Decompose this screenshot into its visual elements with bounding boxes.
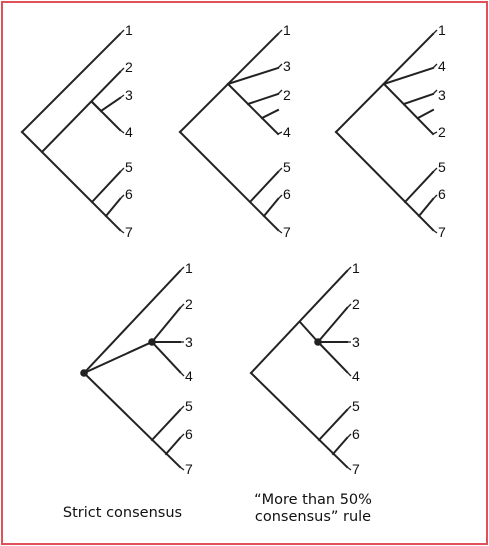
tree-1-leaf-label: 6: [125, 186, 133, 202]
tree-1: [22, 22, 133, 240]
majority-consensus-caption: [218, 492, 408, 526]
tree-3-branch: [405, 172, 433, 202]
majority-consensus-branch: [318, 308, 347, 342]
tree-1-leaf-tick: [120, 68, 124, 72]
tree-2: [180, 22, 291, 240]
tree-1-leaf-label: 2: [125, 59, 133, 75]
majority-consensus-branch: [333, 438, 347, 454]
strict-consensus-tree: [80, 260, 193, 477]
majority-consensus-polytomy-node: [314, 338, 322, 346]
tree-3-leaf-tick: [433, 230, 437, 233]
tree-2-leaf-label: 4: [283, 124, 291, 140]
strict-consensus-branch: [166, 438, 180, 454]
tree-3-leaf-label: 3: [438, 87, 446, 103]
majority-consensus-leaf-label: 5: [352, 398, 360, 414]
tree-3-leaf-label: 5: [438, 159, 446, 175]
majority-consensus-leaf-label: 7: [352, 461, 360, 477]
majority-consensus-leaf-label: 6: [352, 426, 360, 442]
strict-consensus-leaf-tick: [180, 406, 184, 410]
tree-2-leaf-label: 1: [283, 22, 291, 38]
tree-1-leaf-tick: [120, 30, 124, 34]
tree-2-branch: [250, 172, 278, 202]
strict-consensus-leaf-label: 4: [185, 368, 193, 384]
majority-consensus-leaf-tick: [347, 267, 351, 271]
tree-1-branch: [92, 172, 120, 202]
strict-consensus-leaf-label: 6: [185, 426, 193, 442]
majority-consensus-leaf-label: 3: [352, 334, 360, 350]
strict-consensus-branch: [152, 410, 180, 440]
tree-3-leaf-label: 4: [438, 58, 446, 74]
tree-2-leaf-tick: [278, 30, 282, 34]
strict-consensus-branch: [152, 342, 180, 372]
strict-consensus-root-node: [80, 369, 88, 377]
tree-2-branch: [264, 199, 278, 216]
tree-2-leaf-label: 6: [283, 186, 291, 202]
majority-consensus-branch: [300, 322, 318, 342]
strict-consensus-leaf-tick: [180, 434, 184, 438]
majority-consensus-leaf-tick: [347, 434, 351, 438]
tree-3: [336, 22, 446, 240]
tree-2-leaf-tick: [278, 230, 282, 233]
tree-1-leaf-tick: [120, 130, 124, 133]
strict-consensus-caption-text: Strict consensus: [62, 505, 183, 521]
tree-1-branch: [101, 98, 120, 111]
tree-3-branch: [418, 110, 433, 118]
tree-3-leaf-tick: [433, 64, 437, 68]
strict-consensus-leaf-label: 3: [185, 334, 193, 350]
tree-3-branch: [419, 199, 433, 216]
strict-consensus-leaf-label: 2: [185, 296, 193, 312]
tree-1-leaf-tick: [120, 230, 124, 233]
majority-consensus-tree: [251, 260, 360, 477]
tree-3-branch: [384, 84, 433, 134]
majority-consensus-branch: [319, 410, 347, 440]
tree-3-leaf-label: 7: [438, 224, 446, 240]
tree-2-leaf-tick: [278, 132, 282, 134]
strict-consensus-caption: [40, 505, 205, 522]
tree-2-leaf-label: 2: [283, 87, 291, 103]
majority-consensus-leaf-label: 1: [352, 260, 360, 276]
tree-3-leaf-tick: [433, 30, 437, 34]
tree-1-leaf-tick: [120, 195, 124, 199]
strict-consensus-polytomy-node: [148, 338, 156, 346]
tree-1-branch: [22, 34, 120, 132]
majority-consensus-branch: [251, 373, 347, 467]
strict-consensus-branch: [84, 342, 152, 373]
tree-2-leaf-tick: [278, 168, 282, 172]
tree-2-leaf-tick: [278, 90, 282, 94]
tree-2-leaf-label: 7: [283, 224, 291, 240]
strict-consensus-leaf-tick: [180, 304, 184, 308]
majority-consensus-leaf-tick: [347, 406, 351, 410]
tree-1-leaf-tick: [120, 168, 124, 172]
tree-1-leaf-label: 3: [125, 87, 133, 103]
tree-3-leaf-label: 2: [438, 124, 446, 140]
majority-consensus-branch: [318, 342, 347, 372]
tree-2-branch: [262, 110, 278, 118]
tree-2-leaf-tick: [278, 195, 282, 199]
tree-3-leaf-tick: [433, 132, 437, 134]
tree-1-branch: [106, 199, 120, 216]
tree-3-leaf-tick: [433, 90, 437, 94]
tree-3-leaf-label: 1: [438, 22, 446, 38]
tree-2-branch: [228, 84, 278, 134]
strict-consensus-leaf-label: 7: [185, 461, 193, 477]
majority-consensus-leaf-tick: [347, 467, 351, 470]
strict-consensus-branch: [84, 373, 180, 467]
majority-consensus-leaf-tick: [347, 304, 351, 308]
majority-consensus-leaf-tick: [347, 372, 351, 376]
strict-consensus-branch: [152, 308, 180, 342]
tree-1-branch: [42, 72, 120, 152]
tree-2-leaf-label: 5: [283, 159, 291, 175]
majority-consensus-leaf-label: 2: [352, 296, 360, 312]
strict-consensus-leaf-label: 1: [185, 260, 193, 276]
majority-caption-line-1: “More than 50%: [254, 492, 372, 508]
strict-consensus-leaf-tick: [180, 372, 184, 376]
tree-1-leaf-label: 4: [125, 124, 133, 140]
tree-1-leaf-label: 1: [125, 22, 133, 38]
tree-2-leaf-label: 3: [283, 58, 291, 74]
majority-consensus-leaf-label: 4: [352, 368, 360, 384]
tree-2-branch: [248, 94, 278, 104]
strict-consensus-leaf-tick: [180, 267, 184, 271]
tree-3-leaf-label: 6: [438, 186, 446, 202]
majority-caption-line-2: consensus” rule: [254, 509, 372, 525]
tree-3-branch: [404, 94, 433, 104]
tree-1-branch: [92, 102, 101, 111]
strict-consensus-leaf-tick: [180, 467, 184, 470]
tree-3-leaf-tick: [433, 168, 437, 172]
tree-1-leaf-tick: [120, 95, 124, 98]
tree-1-leaf-label: 7: [125, 224, 133, 240]
tree-1-leaf-label: 5: [125, 159, 133, 175]
tree-3-leaf-tick: [433, 195, 437, 199]
strict-consensus-leaf-label: 5: [185, 398, 193, 414]
tree-2-leaf-tick: [278, 64, 282, 68]
